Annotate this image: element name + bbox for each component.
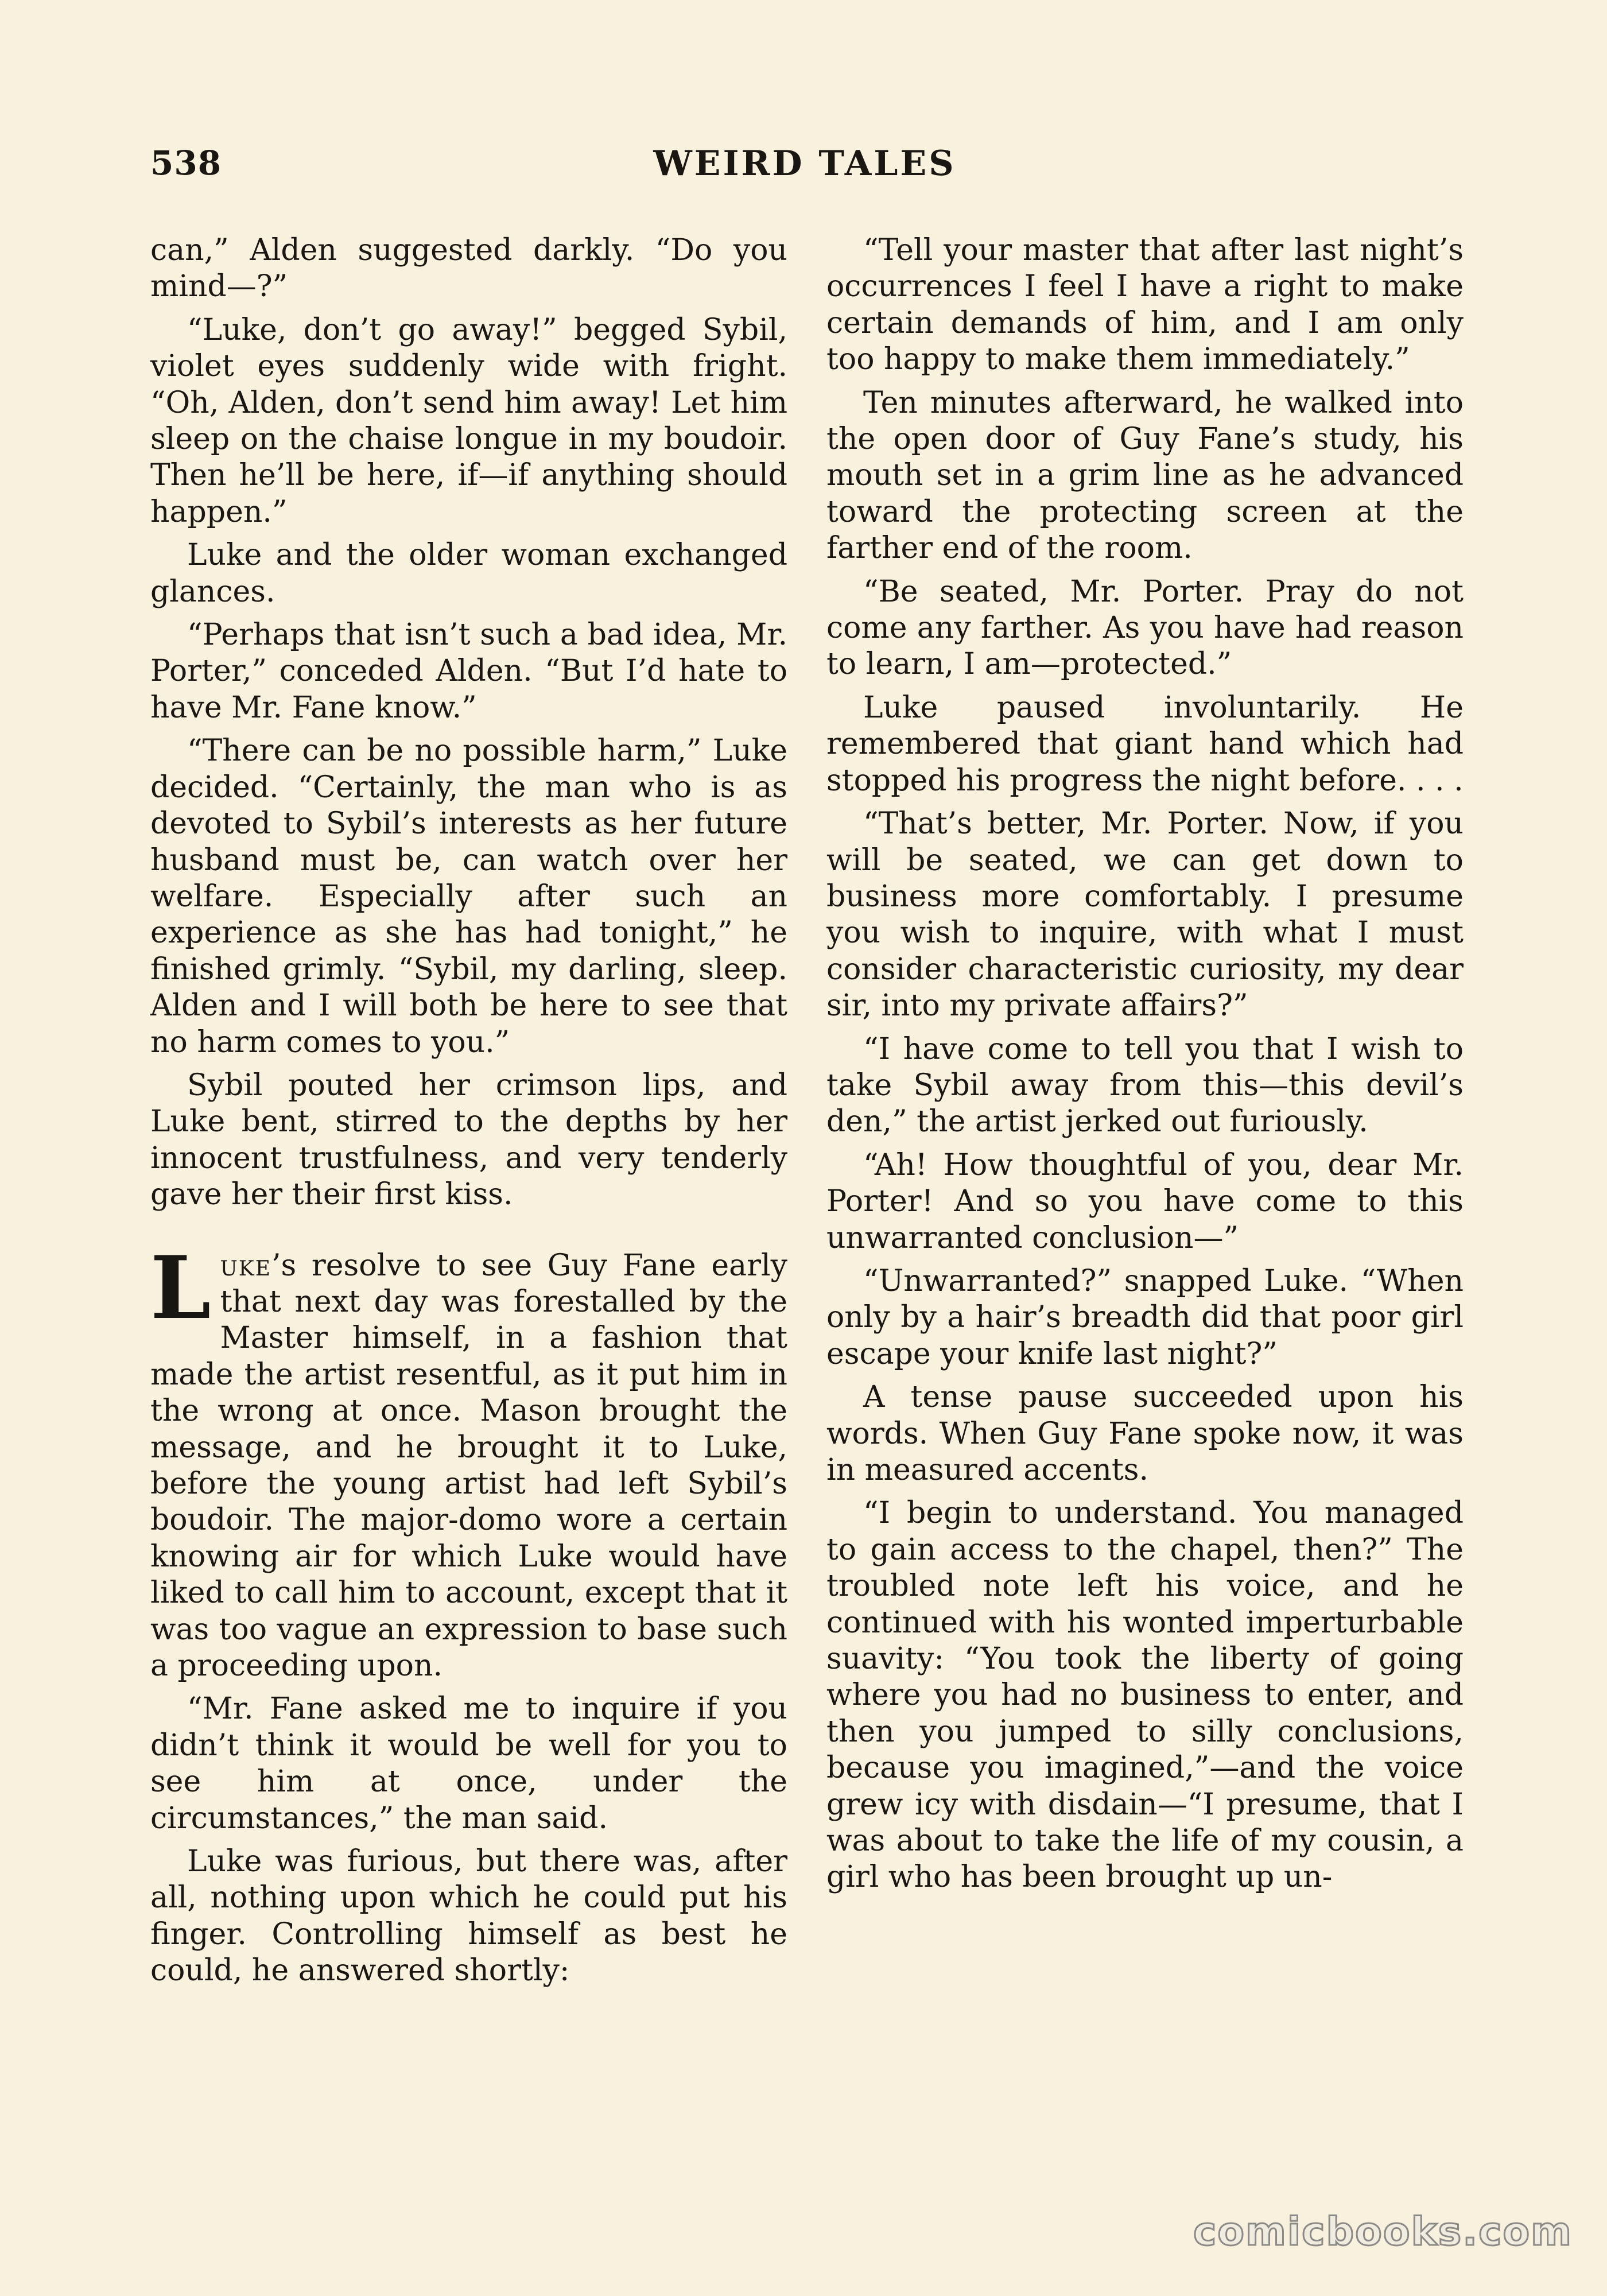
paragraph: “Unwarranted?” snapped Luke. “When only by a hair’s breadth did that poor girl escape your knife last night?” [826, 1263, 1464, 1371]
paragraph: “I have come to tell you that I wish to take Sybil away from this—this devil’s den,” the artist jerked out furiously. [826, 1031, 1464, 1139]
paragraph: “Perhaps that isn’t such a bad idea, Mr. Porter,” conceded Alden. “But I’d hate to have Mr. Fane know.” [150, 618, 787, 725]
page-number: 538 [150, 144, 222, 183]
page-header [150, 144, 1459, 189]
left-column [150, 232, 787, 1996]
paragraph: “I begin to understand. You managed to gain access to the chapel, then?” The troubled note left his voice, and he continued with his wonted imperturbable suavity: “You took the liberty of going where you had no business to enter, and then you jumped to silly conclusions, because you imagined,”—and the voice grew icy with disdain—“I presume, that I was about to take the life of my cousin, a girl who has been brought up un- [826, 1496, 1464, 1895]
running-title: WEIRD TALES [653, 144, 956, 184]
paragraph: Ten minutes afterward, he walked into the open door of Guy Fane’s study, his mouth set in a grim line as he advanced toward the protecting screen at the farther end of the room. [826, 385, 1464, 566]
section-opening-paragraph [150, 1237, 787, 1685]
paragraph: “Mr. Fane asked me to inquire if you didn’t think it would be well for you to see him at once, under the circumstances,” the man said. [150, 1692, 787, 1836]
watermark: comicbooks.com [1193, 2209, 1573, 2255]
paragraph: “Ah! How thoughtful of you, dear Mr. Porter! And so you have come to this unwarranted conclusion—” [826, 1147, 1464, 1255]
paragraph: “That’s better, Mr. Porter. Now, if you will be seated, we can get down to business more comfortably. I presume you wish to inquire, with what I must consider characteristic curiosity, my dear sir, into my private affairs?” [826, 806, 1464, 1023]
paragraph: “Tell your master that after last night’s occurrences I feel I have a right to make certain demands of him, and I am only too happy to make them immediately.” [826, 233, 1464, 377]
paragraph: Sybil pouted her crimson lips, and Luke bent, stirred to the depths by her innocent trustfulness, and very tenderly gave her their first kiss. [150, 1068, 787, 1212]
paragraph: A tense pause succeeded upon his words. When Guy Fane spoke now, it was in measured accents. [826, 1380, 1464, 1487]
paragraph: Luke paused involuntarily. He remembered that giant hand which had stopped his progress the night before. . . . [826, 690, 1464, 798]
small-caps-lead: uke [220, 1248, 271, 1283]
paragraph: Luke was furious, but there was, after all, nothing upon which he could put his finger. Controlling himself as best he could, he answered shortly: [150, 1844, 787, 1988]
paragraph: can,” Alden suggested darkly. “Do you mind—?” [150, 233, 787, 304]
drop-cap: L [150, 1237, 211, 1339]
paragraph: Luke and the older woman exchanged glances. [150, 538, 787, 609]
paragraph: “Be seated, Mr. Porter. Pray do not come any farther. As you have had reason to learn, I am—protected.” [826, 574, 1464, 682]
section-text: ’s resolve to see Guy Fane early that next day was forestalled by the Master himself, in a fashion that made the artist resentful, as it put him in the wrong at once. Mason brought the message, and he brought it to Luke, before the young artist had left Sybil’s boudoir. The major-domo wore a certain knowing air for which Luke would have liked to call him to account, except that it was too vague an expression to base such a proceeding upon. [150, 1248, 787, 1684]
right-column [826, 232, 1464, 1903]
paragraph: “There can be no possible harm,” Luke decided. “Certainly, the man who is as devoted to Sybil’s interests as her future husband must be, can watch over her welfare. Especially after such an experience as she has had tonight,” he finished grimly. “Sybil, my darling, sleep. Alden and I will both be here to see that no harm comes to you.” [150, 734, 787, 1060]
paragraph: “Luke, don’t go away!” begged Sybil, violet eyes suddenly wide with fright. “Oh, Alden, don’t send him away! Let him sleep on the chaise longue in my boudoir. Then he’ll be here, if—if anything should happen.” [150, 312, 787, 529]
